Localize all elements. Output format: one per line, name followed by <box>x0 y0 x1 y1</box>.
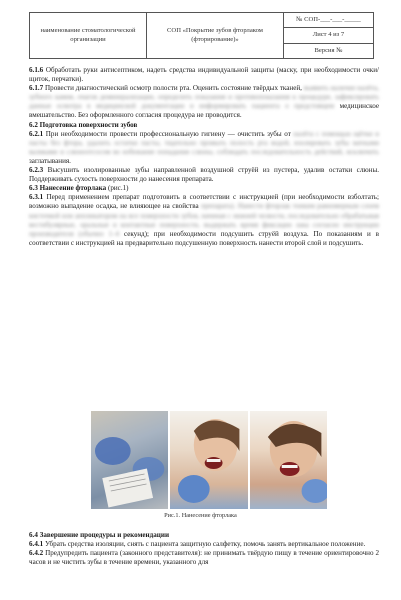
paragraph-6-1-7: 6.1.7 Провести диагностический осмотр полости рта. Оценить состояние твёрдых тканей, выявить наличие налёта, зубного камня, очагов деминерализации, определить показания и противопоказания к процедуре, зафиксировать данные осмотра в медицинской документации и информировать пациента о предстоящем медицинское вмешательство. Без оформленного согласия процедура не проводится. <box>29 84 379 120</box>
document-body-continued <box>29 531 379 567</box>
paragraph-6-2-1: 6.2.1 При необходимости провести профессиональную гигиену — очистить зубы от налёта с помощью щётки и пасты без фтора, удалить остатки пасты, тщательно промыть полость рта водой, изолировать зубы ватными валиками и слюноотсосом во избежание попадания слюны, соблюдать последовательность действий, исключить заглатывания. <box>29 129 379 165</box>
paragraph-6-2-3: 6.2.3 Высушить изолированные зубы направленной воздушной струёй из пустера, удалив остатки слюны. Поддерживать сухость поверхности до нанесения препарата. <box>29 166 379 184</box>
paragraph-6-4-2: 6.4.2 Предупредить пациента (законного представителя): не принимать твёрдую пищу в течение ориентировочно 2 часов и не чистить зубы в течение времени, указанного для <box>29 549 379 567</box>
sop-header-table <box>29 12 374 59</box>
paragraph-6-4-1: 6.4.1 Убрать средства изоляции, снять с пациента защитную салфетку, помочь занять вертикальное положение. <box>29 540 366 549</box>
sheet-number: Лист 4 из 7 <box>284 28 373 43</box>
section-heading-6-3: 6.3 Нанесение фторлака (рис.1) <box>29 184 129 193</box>
sop-meta <box>284 13 373 58</box>
photo-patient-2 <box>250 411 327 509</box>
document-body <box>29 66 379 248</box>
organization-name: наименование стоматологической организации <box>30 13 147 58</box>
paragraph-6-1-6: 6.1.6 Обработать руки антисептиком, надеть средства индивидуальной защиты (маску, при необходимости очки/щиток, перчатки). <box>29 66 379 84</box>
sop-title: СОП «Покрытие зубов фторлаком (фторирование)» <box>147 13 284 58</box>
photo-patient-1 <box>170 411 247 509</box>
blurred-text: налёта с помощью щётки и пасты без фтора, удалить остатки пасты, тщательно промыть полость рта водой, изолировать зубы ватными валиками и слюноотсосом во избежание попадания слюны, соблюдать последовательность действий, исключить <box>29 129 379 156</box>
sop-number: № СОП-___-___-_____ <box>284 13 373 28</box>
version-number: Версия № <box>314 46 343 54</box>
figure-photos <box>91 411 327 509</box>
figure-caption: Рис.1. Нанесение фторлака <box>164 512 237 519</box>
paragraph-6-3-1: 6.3.1 Перед применением препарат подготовить в соответствии с инструкцией (при необходимости взболтать; возможно выпадение осадка, не влияющее на свойства препарата). Нанести фторлак тонким равномерным слоем кисточкой или аппликатором на все поверхности зубов, начиная с нижней челюсти, последовательно обрабатывая вестибулярные, оральные и контактные поверхности, выдержать время фиксации лака согласно инструкции производителя (обычно 1–4 секунд); при необходимости подсушить струёй воздуха. По показаниям и в соответствии с инструкцией на предварительно подсушенную поверхность нанести второй слой и подсушить. <box>29 193 379 247</box>
section-heading-6-2: 6.2 Подготовка поверхности зубов <box>29 120 138 129</box>
photo-instruments <box>91 411 168 509</box>
blurred-text: препарата). Нанести фторлак тонким равномерным слоем кисточкой или аппликатором на все поверхности зубов, начиная с нижней челюсти, последовательно обрабатывая вестибулярные, оральные и контактные поверхности, выдержать время фиксации лака согласно инструкции производителя (обычно 1–4 <box>29 202 379 238</box>
section-heading-6-4: 6.4 Завершение процедуры и рекомендации <box>29 531 170 539</box>
blurred-text: выявить наличие налёта, зубного камня, очагов деминерализации, определить показания и противопоказания к процедуре, зафиксировать данные осмотра в медицинской документации и информировать пациента о предстоящем <box>29 84 379 111</box>
